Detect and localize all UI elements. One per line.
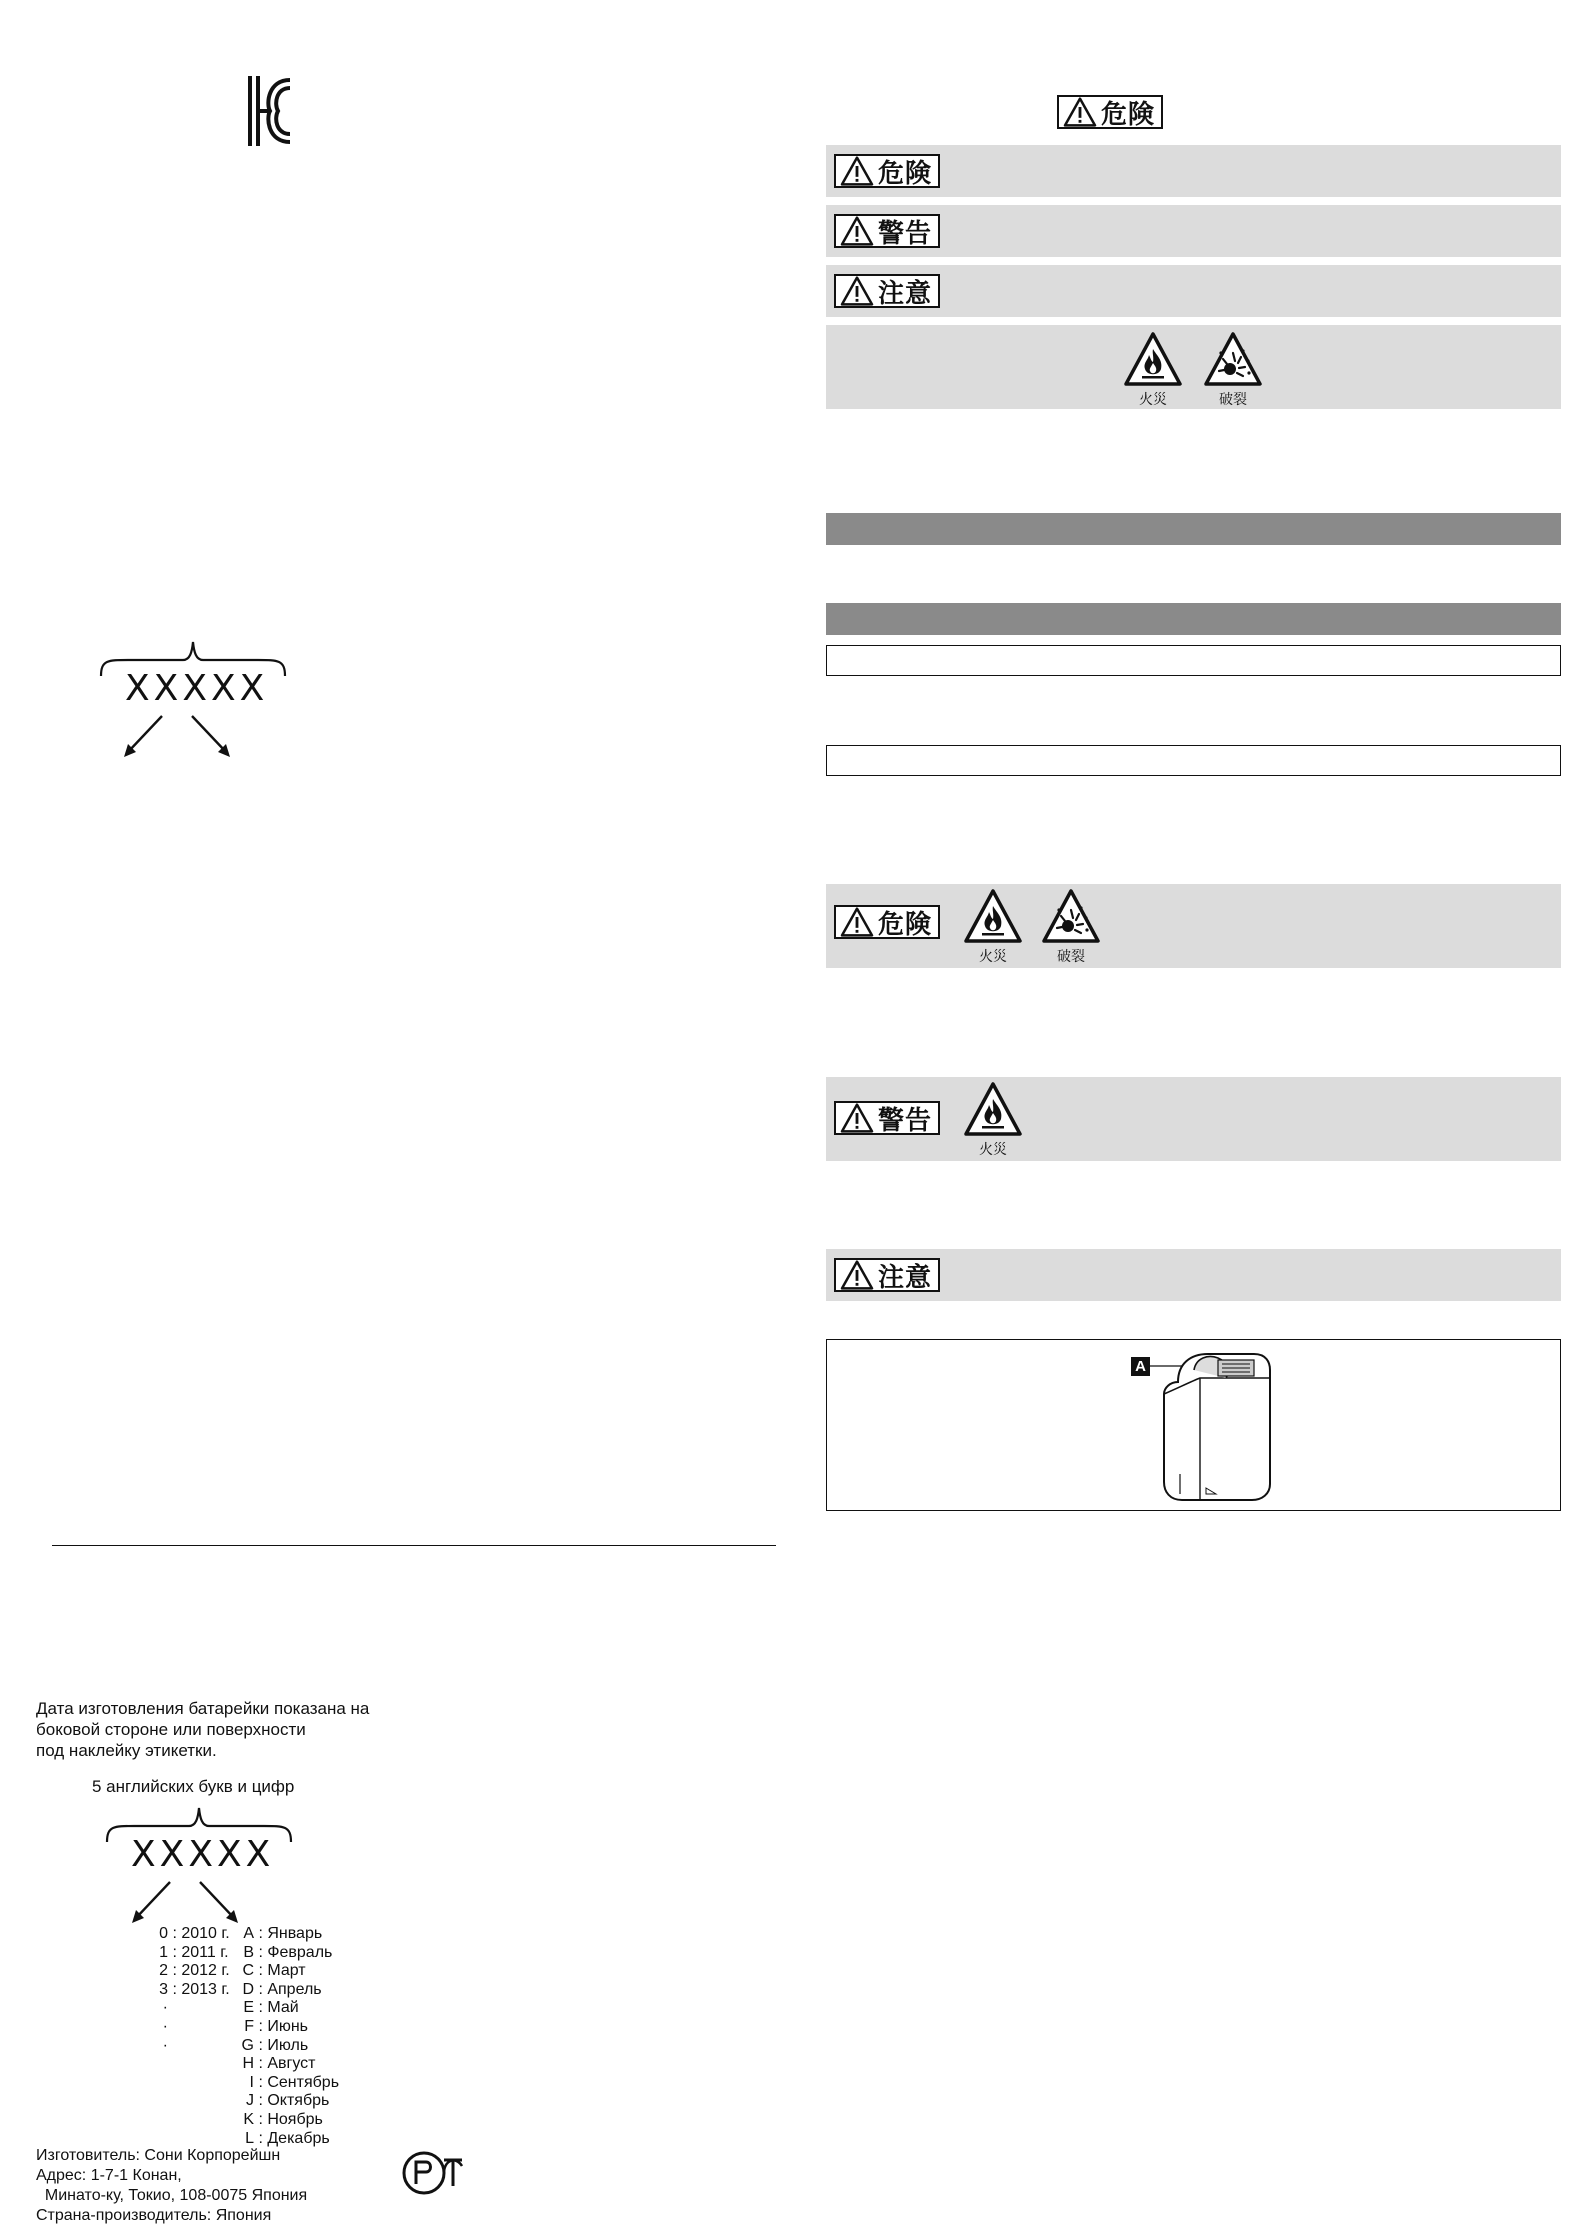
rupture-symbol: 破裂 xyxy=(1202,331,1264,409)
note-box xyxy=(826,645,1561,676)
month-row: K : Ноябрь xyxy=(243,2110,323,2128)
danger-tag: 危険 xyxy=(834,154,940,188)
danger-fire-rupture-row xyxy=(826,884,1561,968)
alert-triangle-icon xyxy=(840,1103,874,1133)
russian-caption: 5 английских букв и цифр xyxy=(92,1777,295,1796)
warning-fire-row xyxy=(826,1077,1561,1161)
year-code-list xyxy=(118,1925,230,2055)
alert-triangle-icon xyxy=(840,1260,874,1290)
warning-tag: 警告 xyxy=(834,214,940,248)
year-row: 2 : 2012 г. xyxy=(159,1962,230,1980)
danger-tag: 危険 xyxy=(834,905,940,939)
alert-triangle-icon xyxy=(840,156,874,186)
month-row: G : Июль xyxy=(241,2036,309,2054)
year-row: 3 : 2013 г. xyxy=(159,1980,230,1998)
section-divider xyxy=(52,1545,776,1546)
danger-tag-header: 危険 xyxy=(1057,95,1163,129)
caution-tag: 注意 xyxy=(834,1258,940,1292)
fire-symbol-icon xyxy=(962,888,1024,944)
danger-row xyxy=(826,145,1561,197)
month-row: E : Май xyxy=(243,1999,299,2017)
caution-tag: 注意 xyxy=(834,274,940,308)
rupture-symbol: 破裂 xyxy=(1040,888,1102,966)
symbol-legend-row xyxy=(826,325,1561,409)
month-row: I : Сентябрь xyxy=(249,2073,340,2091)
rupture-symbol-icon xyxy=(1040,888,1102,944)
rupture-symbol-icon xyxy=(1202,331,1264,387)
battery-figure-box xyxy=(826,1339,1561,1511)
year-row: 0 : 2010 г. xyxy=(159,1925,230,1942)
fire-symbol-icon xyxy=(1122,331,1184,387)
month-row: J : Октябрь xyxy=(246,2092,330,2110)
russian-code-arrows xyxy=(128,1878,248,1926)
year-row: 1 : 2011 г. xyxy=(159,1943,229,1961)
alert-triangle-icon xyxy=(840,216,874,246)
month-code-list xyxy=(230,1925,339,2148)
fire-symbol: 火災 xyxy=(1122,331,1184,409)
note-box xyxy=(826,745,1561,776)
month-row: L : Декабрь xyxy=(245,2129,330,2147)
section-header-bar xyxy=(826,513,1561,545)
pct-mark-icon xyxy=(400,2150,464,2196)
russian-code-text: XXXXX xyxy=(131,1834,275,1875)
year-ellipsis: · xyxy=(162,2017,168,2035)
caution-row xyxy=(826,1249,1561,1301)
upper-code-arrows xyxy=(120,712,240,760)
upper-code-text: XXXXX xyxy=(125,668,269,709)
alert-triangle-icon xyxy=(840,276,874,306)
caution-row xyxy=(826,265,1561,317)
warning-tag: 警告 xyxy=(834,1101,940,1135)
month-row: F : Июнь xyxy=(244,2017,309,2035)
russian-intro: Дата изготовления батарейки показана на боковой стороне или поверхности под наклейку этикетки. xyxy=(36,1699,370,1760)
month-row: A : Январь xyxy=(243,1925,323,1942)
kc-mark-icon xyxy=(246,74,294,148)
callout-label: A xyxy=(1131,1357,1150,1376)
warning-row xyxy=(826,205,1561,257)
month-row: H : Август xyxy=(242,2055,316,2073)
alert-triangle-icon xyxy=(1063,97,1097,127)
fire-symbol-icon xyxy=(962,1081,1024,1137)
fire-symbol: 火災 xyxy=(962,888,1024,966)
section-header-bar xyxy=(826,603,1561,635)
year-ellipsis: · xyxy=(162,2036,168,2054)
manufacturer-info: Изготовитель: Сони Корпорейшн Адрес: 1-7-1 Конан, Минато-ку, Токио, 108-0075 Япония Страна-производитель: Япония xyxy=(36,2147,308,2224)
month-row: C : Март xyxy=(242,1962,306,1980)
month-row: D : Апрель xyxy=(242,1980,322,1998)
alert-triangle-icon xyxy=(840,907,874,937)
year-ellipsis: · xyxy=(162,1999,168,2017)
month-row: B : Февраль xyxy=(243,1943,333,1961)
fire-symbol: 火災 xyxy=(962,1081,1024,1159)
battery-icon xyxy=(1150,1344,1290,1508)
